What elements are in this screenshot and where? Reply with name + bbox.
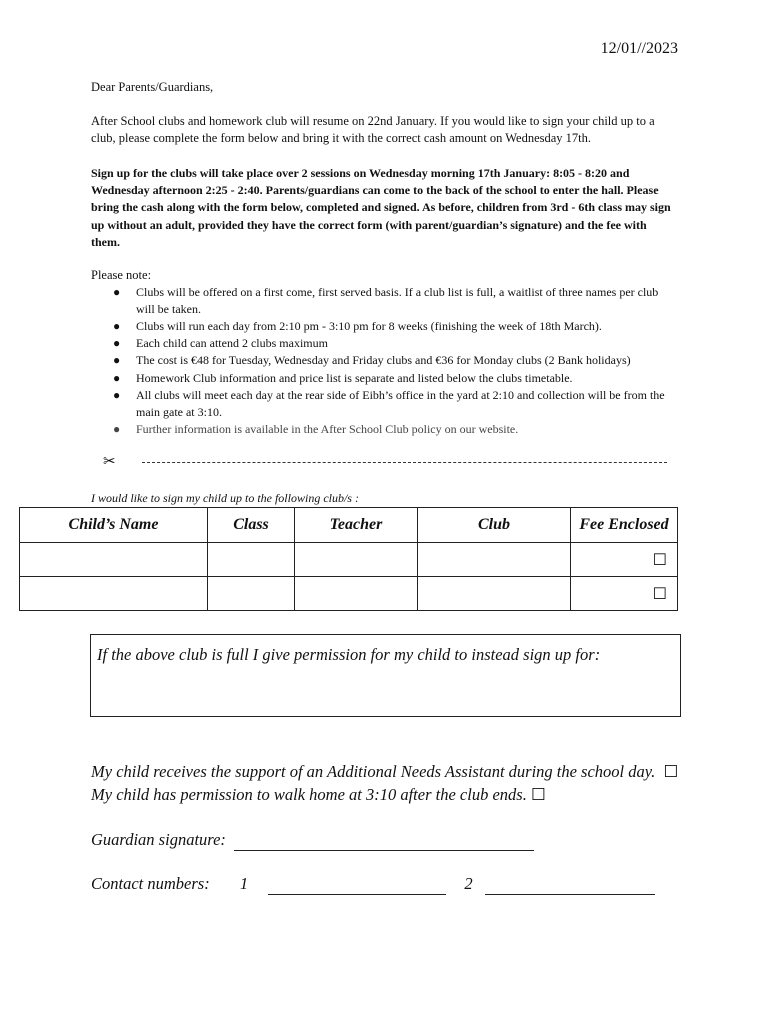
header-class: Class	[208, 508, 295, 543]
list-item: ● The cost is €48 for Tuesday, Wednesday and Friday clubs and €36 for Monday clubs (2 Bank holidays)	[113, 353, 631, 368]
walk-home-checkbox[interactable]: ☐	[530, 785, 546, 804]
childs-name-field[interactable]	[20, 577, 208, 611]
guardian-signature-field[interactable]	[234, 830, 534, 851]
notes-list	[113, 284, 675, 438]
ana-text: My child receives the support of an Additional Needs Assistant during the school day.	[91, 762, 656, 781]
guardian-signature-line	[91, 830, 534, 851]
please-note-label: Please note:	[91, 268, 152, 282]
table-row	[20, 543, 678, 577]
teacher-field[interactable]	[295, 577, 418, 611]
list-item: ● Clubs will run each day from 2:10 pm - 3:10 pm for 8 weeks (finishing the week of 18th March).	[113, 318, 602, 333]
letter-date: 12/01//2023	[600, 40, 678, 57]
club-field[interactable]	[418, 577, 571, 611]
fee-enclosed-checkbox[interactable]: ☐	[571, 543, 678, 577]
contact-numbers-label: Contact numbers:	[91, 874, 210, 893]
list-item: ● All clubs will meet each day at the rear side of Eibh’s office in the yard at 2:10 and collection will be from the main gate at 3:10.	[113, 387, 665, 419]
list-item: ● Clubs will be offered on a first come, first served basis. If a club list is full, a waitlist of three names per club will be taken.	[113, 285, 659, 316]
alternate-club-box[interactable]	[90, 634, 681, 717]
contact-2-field[interactable]	[485, 874, 655, 895]
teacher-field[interactable]	[295, 543, 418, 577]
scissors-icon: ✂	[103, 454, 116, 470]
club-signup-table	[19, 507, 678, 611]
contact-2-label: 2	[464, 874, 473, 893]
club-field[interactable]	[418, 543, 571, 577]
header-teacher: Teacher	[295, 508, 418, 543]
contact-1-field[interactable]	[268, 874, 446, 895]
cut-line	[142, 462, 667, 463]
walk-home-text: My child has permission to walk home at 3:10 after the club ends.	[91, 785, 527, 804]
header-childs-name: Child’s Name	[20, 508, 208, 543]
bullet-icon: ●	[113, 336, 121, 351]
class-field[interactable]	[208, 577, 295, 611]
bullet-icon: ●	[113, 318, 121, 333]
signup-notice: Sign up for the clubs will take place over 2 sessions on Wednesday morning 17th January: 8:05 - 8:20 and Wednesday afternoon 2:25 - 2:40. Parents/guardians can come to the back of the school to enter the hall. Please bring the cash along with the form below, completed and signed. As before, children from 3rd - 6th class may sign up without an adult, provided they have the correct form (with parent/guardian’s signature) and the fee with them.	[91, 166, 671, 249]
list-item: ● Further information is available in the After School Club policy on our website.	[113, 421, 519, 436]
header-fee-enclosed: Fee Enclosed	[571, 508, 678, 543]
list-item: ● Homework Club information and price list is separate and listed below the clubs timetable.	[113, 370, 573, 385]
walk-home-line	[91, 785, 546, 805]
bullet-icon: ●	[113, 370, 121, 385]
bullet-icon: ●	[113, 387, 121, 402]
intro-paragraph: After School clubs and homework club will resume on 22nd January. If you would like to sign your child up to a club, please complete the form below and bring it with the correct cash amount on Wednesday 17th.	[91, 114, 655, 145]
ana-line	[91, 762, 678, 782]
childs-name-field[interactable]	[20, 543, 208, 577]
header-club: Club	[418, 508, 571, 543]
contact-1-label: 1	[239, 874, 249, 893]
contact-numbers-line	[91, 874, 655, 895]
guardian-signature-label: Guardian signature:	[91, 830, 226, 849]
greeting: Dear Parents/Guardians,	[91, 80, 214, 94]
bullet-icon: ●	[113, 421, 121, 436]
signup-label: I would like to sign my child up to the following club/s :	[91, 491, 359, 505]
list-item: ● Each child can attend 2 clubs maximum	[113, 336, 328, 351]
ana-checkbox[interactable]: ☐	[663, 762, 679, 781]
permission-text: If the above club is full I give permission for my child to instead sign up for:	[97, 645, 601, 664]
fee-enclosed-checkbox[interactable]: ☐	[571, 577, 678, 611]
bullet-icon: ●	[113, 285, 121, 299]
bullet-icon: ●	[113, 353, 121, 368]
class-field[interactable]	[208, 543, 295, 577]
table-row	[20, 577, 678, 611]
